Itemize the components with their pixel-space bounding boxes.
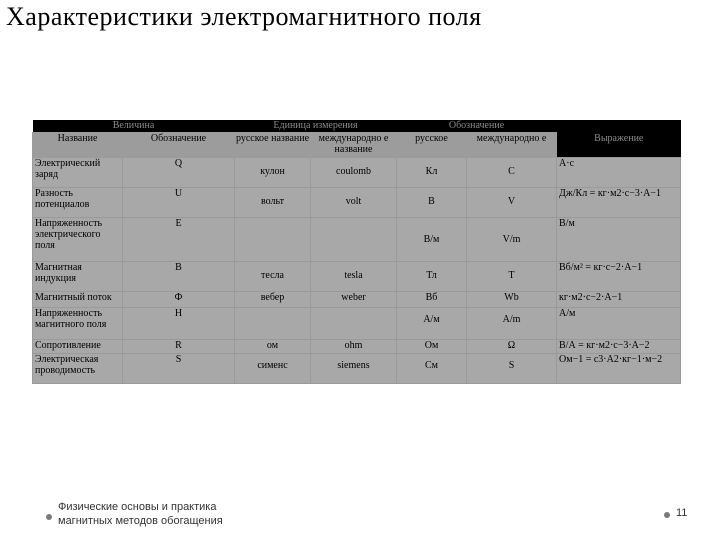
unit-intl-name: ohm <box>311 340 397 354</box>
unit-ru: Кл <box>397 158 467 188</box>
header-name: Название <box>33 133 123 158</box>
unit-ru-name: кулон <box>235 158 311 188</box>
unit-intl: V <box>467 188 557 218</box>
unit-intl-name <box>311 308 397 340</box>
header-intl-name: международно е название <box>311 133 397 158</box>
header-ru: русское <box>397 133 467 158</box>
unit-ru-name <box>235 218 311 262</box>
unit-ru: Ом <box>397 340 467 354</box>
unit-intl: Ω <box>467 340 557 354</box>
quantity-symbol: H <box>123 308 235 340</box>
unit-ru: Тл <box>397 262 467 292</box>
slide-title: Характеристики электромагнитного поля <box>6 2 482 31</box>
quantity-symbol: U <box>123 188 235 218</box>
quantity-name: Магнитный поток <box>33 292 123 308</box>
quantity-name: Магнитная индукция <box>33 262 123 292</box>
header-designation: Обозначение <box>397 120 557 133</box>
unit-ru: В <box>397 188 467 218</box>
header-units: Единица измерения <box>235 120 397 133</box>
unit-ru-name <box>235 308 311 340</box>
quantity-symbol: R <box>123 340 235 354</box>
table-row <box>33 188 681 218</box>
unit-intl-name: coulomb <box>311 158 397 188</box>
quantity-name: Разность потенциалов <box>33 188 123 218</box>
unit-ru-name: сименс <box>235 354 311 384</box>
table-row <box>33 292 681 308</box>
table-row <box>33 262 681 292</box>
quantity-name: Электрическая проводимость <box>33 354 123 384</box>
footer-bullet-icon <box>46 514 52 520</box>
unit-ru: А/м <box>397 308 467 340</box>
footer-line-1: Физические основы и практика <box>58 501 217 513</box>
unit-ru-name: вольт <box>235 188 311 218</box>
unit-intl-name: volt <box>311 188 397 218</box>
quantity-name: Напряженность магнитного поля <box>33 308 123 340</box>
unit-ru-name: ом <box>235 340 311 354</box>
table-row <box>33 340 681 354</box>
quantity-name: Сопротивление <box>33 340 123 354</box>
table-row <box>33 354 681 384</box>
page-number: 11 <box>676 507 688 519</box>
unit-intl: T <box>467 262 557 292</box>
unit-expression: Вб/м² = кг·с−2·А−1 <box>557 262 681 292</box>
unit-intl-name <box>311 218 397 262</box>
header-ru-name: русское название <box>235 133 311 158</box>
quantity-symbol: B <box>123 262 235 292</box>
unit-expression: А·с <box>557 158 681 188</box>
footer-line-2: магнитных методов обогащения <box>58 515 223 527</box>
unit-expression: кг·м2·с−2·А−1 <box>557 292 681 308</box>
unit-intl: Wb <box>467 292 557 308</box>
header-symbol: Обозначение <box>123 133 235 158</box>
unit-expression: Дж/Кл = кг·м2·с−3·А−1 <box>557 188 681 218</box>
unit-intl: S <box>467 354 557 384</box>
table-row <box>33 158 681 188</box>
page-bullet-icon <box>664 512 670 518</box>
unit-expression: Ом−1 = с3·А2·кг−1·м−2 <box>557 354 681 384</box>
quantity-name: Электрический заряд <box>33 158 123 188</box>
quantity-symbol: S <box>123 354 235 384</box>
header-quantity: Величина <box>33 120 235 133</box>
unit-ru-name: вебер <box>235 292 311 308</box>
unit-intl: A/m <box>467 308 557 340</box>
footer-text <box>58 500 223 528</box>
unit-intl-name: weber <box>311 292 397 308</box>
unit-expression: А/м <box>557 308 681 340</box>
unit-ru: В/м <box>397 218 467 262</box>
unit-ru: Вб <box>397 292 467 308</box>
table-row <box>33 218 681 262</box>
table-row <box>33 308 681 340</box>
quantity-symbol: Ф <box>123 292 235 308</box>
unit-intl: V/m <box>467 218 557 262</box>
header-intl: международно е <box>467 133 557 158</box>
quantity-name: Напряженность электрического поля <box>33 218 123 262</box>
quantity-symbol: Q <box>123 158 235 188</box>
unit-intl-name: tesla <box>311 262 397 292</box>
unit-intl-name: siemens <box>311 354 397 384</box>
unit-expression: В/А = кг·м2·с−3·А−2 <box>557 340 681 354</box>
units-table <box>32 120 680 392</box>
unit-expression: В/м <box>557 218 681 262</box>
unit-intl: C <box>467 158 557 188</box>
unit-ru: См <box>397 354 467 384</box>
quantity-symbol: E <box>123 218 235 262</box>
unit-ru-name: тесла <box>235 262 311 292</box>
header-expression: Выражение <box>557 120 681 158</box>
